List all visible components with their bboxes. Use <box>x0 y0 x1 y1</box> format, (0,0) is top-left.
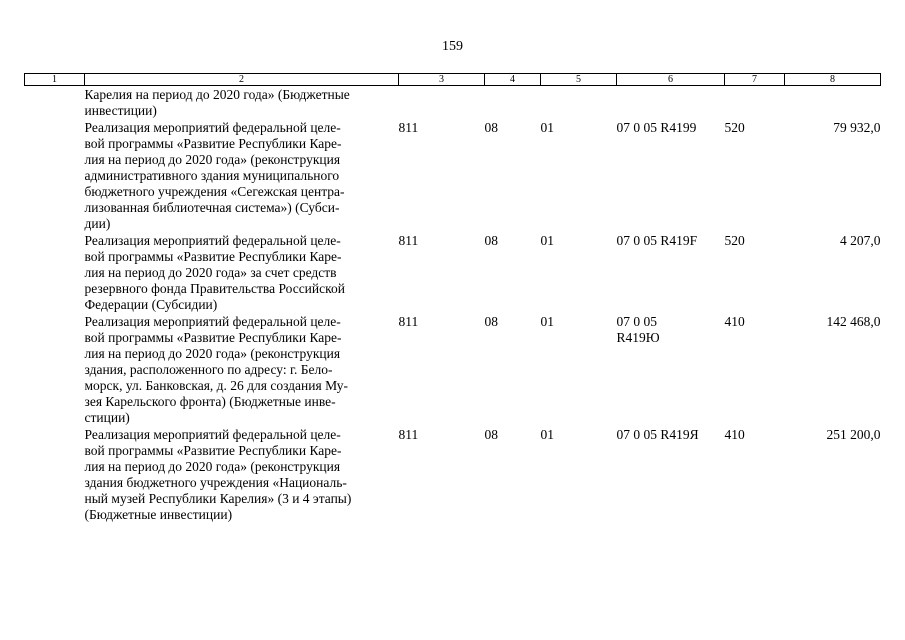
row-name: Реализация мероприятий федеральной целе- вой программы «Развитие Республики Каре- лия на период до 2020 года» (реконструкция административного здания муниципального бюджетного учреждения «Сегежская центра- лизованная библиотечная система») (Субси- дии) <box>84 120 345 231</box>
row-name: Реализация мероприятий федеральной целе- вой программы «Развитие Республики Каре- лия на период до 2020 года» (реконструкция здания, расположенного по адресу: г. Бело- морск, ул. Банковская, д. 26 для создания Му- зея Карельского фронта) (Бюджетные инве- стиции) <box>84 314 348 425</box>
row-vr: 410 <box>724 314 745 329</box>
col-header-3: 3 <box>399 74 485 86</box>
row-rz: 08 <box>484 120 498 135</box>
row-pr: 01 <box>540 314 554 329</box>
row-gr: 811 <box>398 233 419 248</box>
col-header-4: 4 <box>485 74 541 86</box>
row-name: Реализация мероприятий федеральной целе- вой программы «Развитие Республики Каре- лия на период до 2020 года» за счет средств резервного фонда Правительства Российской Федерации (Субсидии) <box>84 233 345 312</box>
row-amount: 142 468,0 <box>826 314 881 329</box>
row-csr: 07 0 05 R419Я <box>616 427 699 442</box>
row-vr: 520 <box>724 233 745 248</box>
row-vr: 520 <box>724 120 745 135</box>
table-row <box>25 86 881 121</box>
row-csr: 07 0 05 R419Ю <box>616 314 660 345</box>
row-pr: 01 <box>540 120 554 135</box>
row-name: Реализация мероприятий федеральной целе- вой программы «Развитие Республики Каре- лия на период до 2020 года» (реконструкция здания бюджетного учреждения «Националь- ный музей Республики Карелия» (3 и 4 этапы) (Бюджетные инвестиции) <box>84 427 352 522</box>
row-gr: 811 <box>398 120 419 135</box>
table-row <box>25 314 881 427</box>
row-amount: 251 200,0 <box>826 427 881 442</box>
row-amount: 79 932,0 <box>833 120 881 135</box>
row-gr: 811 <box>398 314 419 329</box>
row-csr <box>617 86 725 121</box>
row-pr <box>541 86 617 121</box>
table-row <box>25 120 881 233</box>
row-amount: 4 207,0 <box>840 233 881 248</box>
row-rz: 08 <box>484 427 498 442</box>
row-amount <box>785 86 881 121</box>
row-csr: 07 0 05 R4199 <box>616 120 697 135</box>
row-gr <box>399 86 485 121</box>
row-vr: 410 <box>724 427 745 442</box>
col-header-7: 7 <box>725 74 785 86</box>
col-header-5: 5 <box>541 74 617 86</box>
row-vr <box>725 86 785 121</box>
row-rz: 08 <box>484 233 498 248</box>
col-header-1: 1 <box>25 74 85 86</box>
table-row <box>25 233 881 314</box>
col-header-8: 8 <box>785 74 881 86</box>
row-name: Карелия на период до 2020 года» (Бюджетные инвестиции) <box>84 87 350 118</box>
row-gr: 811 <box>398 427 419 442</box>
row-rz <box>485 86 541 121</box>
column-number-header <box>25 74 881 86</box>
row-pr: 01 <box>540 427 554 442</box>
row-rz: 08 <box>484 314 498 329</box>
table-row <box>25 427 881 524</box>
col-header-6: 6 <box>617 74 725 86</box>
row-csr: 07 0 05 R419F <box>616 233 698 248</box>
row-pr: 01 <box>540 233 554 248</box>
col-header-2: 2 <box>85 74 399 86</box>
budget-table <box>24 73 881 524</box>
page-number: 159 <box>442 39 463 54</box>
